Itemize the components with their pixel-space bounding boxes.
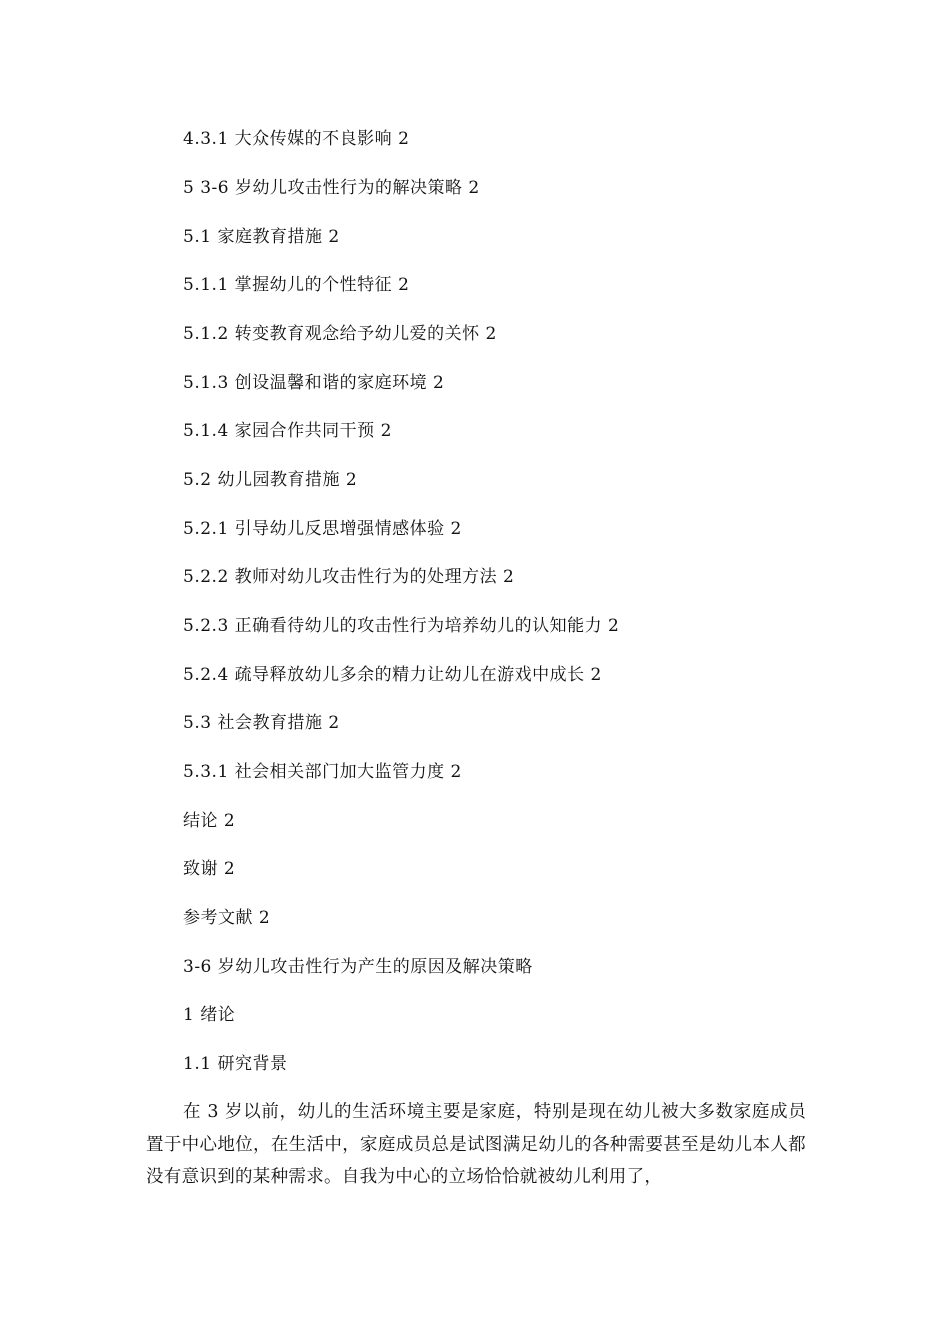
toc-entry: 5.2.1 引导幼儿反思增强情感体验 2 <box>183 519 462 539</box>
subsection-heading: 1.1 研究背景 <box>183 1054 288 1074</box>
document-title: 3-6 岁幼儿攻击性行为产生的原因及解决策略 <box>183 957 533 977</box>
toc-entry: 5.2.3 正确看待幼儿的攻击性行为培养幼儿的认知能力 2 <box>183 616 620 636</box>
section-heading: 1 绪论 <box>183 1005 236 1025</box>
toc-entry: 5.1.1 掌握幼儿的个性特征 2 <box>183 275 410 295</box>
toc-entry: 5.1 家庭教育措施 2 <box>183 227 340 247</box>
toc-entry: 5.1.4 家园合作共同干预 2 <box>183 421 392 441</box>
toc-entry: 致谢 2 <box>183 859 236 879</box>
toc-entry: 5.2.4 疏导释放幼儿多余的精力让幼儿在游戏中成长 2 <box>183 665 602 685</box>
body-paragraph: 在 3 岁以前，幼儿的生活环境主要是家庭，特别是现在幼儿被大多数家庭成员置于中心地位，在生活中，家庭成员总是试图满足幼儿的各种需要甚至是幼儿本人都没有意识到的某种需求。自我为中心的立场恰恰就被幼儿利用了， <box>146 1102 806 1187</box>
toc-entry: 5.2 幼儿园教育措施 2 <box>183 470 358 490</box>
toc-entry: 5 3-6 岁幼儿攻击性行为的解决策略 2 <box>183 178 480 198</box>
toc-entry: 5.3.1 社会相关部门加大监管力度 2 <box>183 762 462 782</box>
toc-entry: 5.3 社会教育措施 2 <box>183 713 340 733</box>
toc-entry: 5.1.2 转变教育观念给予幼儿爱的关怀 2 <box>183 324 497 344</box>
toc-entry: 5.1.3 创设温馨和谐的家庭环境 2 <box>183 373 445 393</box>
toc-entry: 结论 2 <box>183 811 236 831</box>
toc-entry: 4.3.1 大众传媒的不良影响 2 <box>183 129 410 149</box>
toc-entry: 5.2.2 教师对幼儿攻击性行为的处理方法 2 <box>183 567 515 587</box>
toc-entry: 参考文献 2 <box>183 908 271 928</box>
